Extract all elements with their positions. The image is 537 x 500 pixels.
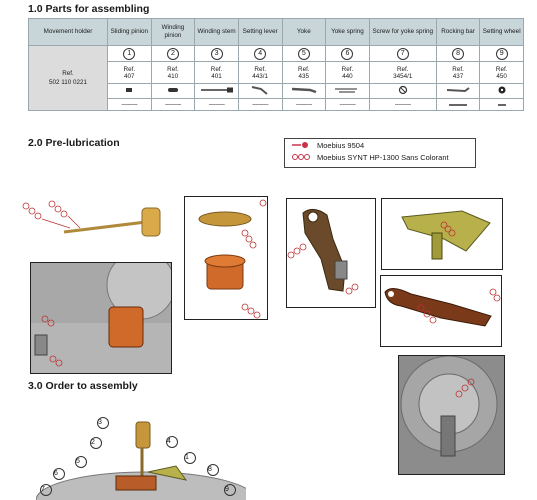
header-movement-holder: Movement holder xyxy=(29,19,108,46)
yoke-panel xyxy=(381,198,503,270)
part-image xyxy=(282,84,326,99)
header-col: Yoke xyxy=(282,19,326,46)
placeholder-cell: ---------- xyxy=(326,99,370,111)
part-number: 6 xyxy=(341,48,353,60)
order-callout: 7 xyxy=(40,484,52,496)
part-image xyxy=(195,84,239,99)
ref-cell: Ref. 407 xyxy=(108,62,152,84)
part-image xyxy=(108,84,152,99)
placeholder-cell: ---------- xyxy=(238,99,282,111)
header-col: Rocking bar xyxy=(436,19,480,46)
order-callout: 8 xyxy=(207,464,219,476)
order-callout: 1 xyxy=(184,452,196,464)
part-number: 7 xyxy=(397,48,409,60)
header-col: Screw for yoke spring xyxy=(369,19,436,46)
order-callout: 3 xyxy=(97,417,109,429)
winding-stem-illustration xyxy=(18,198,178,260)
header-col: Setting lever xyxy=(238,19,282,46)
ref-cell: Ref. 437 xyxy=(436,62,480,84)
part-number: 1 xyxy=(123,48,135,60)
order-section-title: 3.0 Order to assembly xyxy=(28,380,138,392)
order-callout: 5 xyxy=(75,456,87,468)
holder-cell: Ref. 502 110 0221 xyxy=(29,46,108,111)
header-col: Yoke spring xyxy=(326,19,370,46)
part-number: 8 xyxy=(452,48,464,60)
order-callout: 6 xyxy=(53,468,65,480)
movement-detail-panel xyxy=(398,355,505,475)
part-image xyxy=(326,84,370,99)
ref-cell: Ref. 435 xyxy=(282,62,326,84)
part-number: 2 xyxy=(167,48,179,60)
header-col: Winding stem xyxy=(195,19,239,46)
yoke-spring-panel xyxy=(380,275,502,347)
placeholder-cell: ---------- xyxy=(369,99,436,111)
part-number: 4 xyxy=(254,48,266,60)
parts-section-title: 1.0 Parts for assembling xyxy=(28,3,150,15)
assembly-order-illustration xyxy=(36,410,246,500)
syringe-icon xyxy=(291,141,313,149)
ref-cell: Ref. 450 xyxy=(480,62,524,84)
order-callout: 4 xyxy=(166,436,178,448)
setting-lever-panel xyxy=(286,198,376,308)
placeholder-cell: ---------- xyxy=(282,99,326,111)
part-image xyxy=(151,84,195,99)
part-image xyxy=(436,84,480,99)
part-number: 3 xyxy=(211,48,223,60)
lubricant-legend xyxy=(284,138,476,168)
placeholder-cell: ---------- xyxy=(108,99,152,111)
part-image xyxy=(480,99,524,111)
legend-item: Moebius 9504 xyxy=(285,139,475,151)
header-col: Winding pinion xyxy=(151,19,195,46)
ref-cell: Ref. 440 xyxy=(326,62,370,84)
header-col: Sliding pinion xyxy=(108,19,152,46)
part-image xyxy=(436,99,480,111)
placeholder-cell: ---------- xyxy=(151,99,195,111)
part-image xyxy=(369,84,436,99)
ref-cell: Ref. 410 xyxy=(151,62,195,84)
header-col: Setting wheel xyxy=(480,19,524,46)
order-callout: 2 xyxy=(90,437,102,449)
part-number: 9 xyxy=(496,48,508,60)
prelub-section-title: 2.0 Pre-lubrication xyxy=(28,137,120,149)
placeholder-cell: ---------- xyxy=(195,99,239,111)
ref-cell: Ref. 3454/1 xyxy=(369,62,436,84)
ref-cell: Ref. 443/1 xyxy=(238,62,282,84)
parts-table xyxy=(28,18,524,111)
oil-drops-icon xyxy=(291,153,313,161)
part-number: 5 xyxy=(298,48,310,60)
ref-cell: Ref. 401 xyxy=(195,62,239,84)
part-image xyxy=(480,84,524,99)
legend-item: Moebius SYNT HP-1300 Sans Colorant xyxy=(285,151,475,163)
part-image xyxy=(238,84,282,99)
pinion-panel xyxy=(184,196,268,320)
movement-closeup-panel xyxy=(30,262,172,374)
order-callout: 9 xyxy=(224,484,236,496)
